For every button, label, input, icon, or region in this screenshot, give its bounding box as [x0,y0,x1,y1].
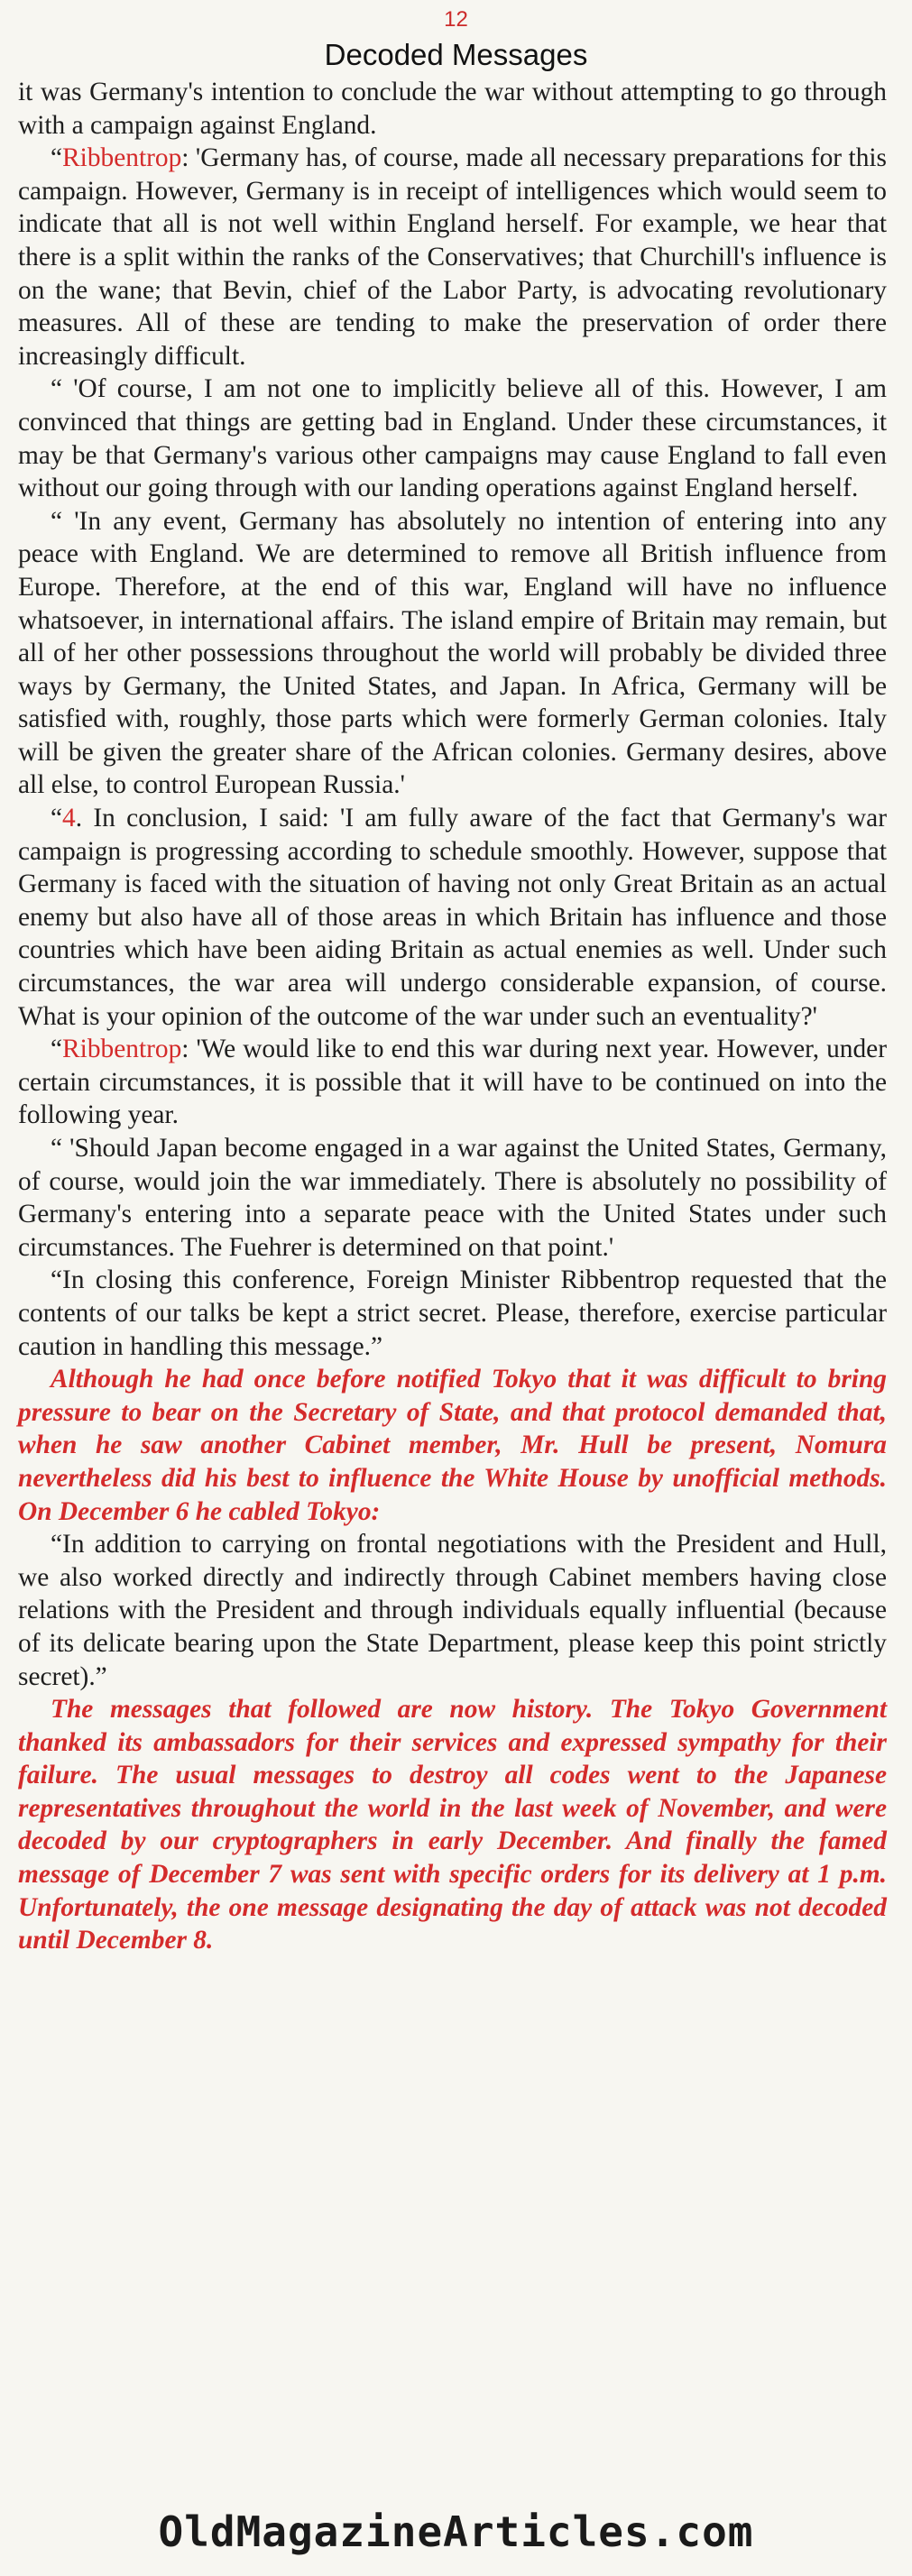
paragraph-4: “ 'In any event, Germany has absolutely no intention of entering into any peace with England. We are determined to remove all British influence from Europe. Therefore, at the end of this war, England will have no influence whatsoever, in international affairs. The island empire of Britain may remain, but all of her other possessions throughout the world will probably be divided three ways by Germany, the United States, and Japan. In Africa, Germany will be satisfied with, roughly, those parts which were formerly German colonies. Italy will be given the greater share of the African colonies. Germany desires, above all else, to control European Russia.' [18,506,887,800]
paragraph-6: “Ribbentrop: 'We would like to end this war during next year. However, under certain circumstances, it is possible that it will have to be continued on into the following year. [18,1035,887,1130]
paragraph-text: : 'Germany has, of course, made all necessary preparations for this campaign. However, Germany is in receipt of intelligences which would seem to indicate that all is not well within England herself. For example, we hear that there is a split within the ranks of the Conservatives; that Churchill's influence is on the wane; that Bevin, chief of the Labor Party, is advocating revolutionary measures. All of these are tending to make the preservation of order there increasingly difficult. [18,143,887,371]
paragraph-3: “ 'Of course, I am not one to implicitly believe all of this. However, I am convinced that things are getting bad in England. Under these circumstances, it may be that Germany's various other campaigns may cause England to fall even without our going through with our landing operations against England herself. [18,374,887,503]
running-title: Decoded Messages [324,38,588,71]
paragraph-8: “In closing this conference, Foreign Minister Ribbentrop requested that the contents of our talks be kept a strict secret. Please, therefore, exercise particular caution in handling this message.” [18,1265,887,1361]
paragraph-9: “In addition to carrying on frontal negotiations with the President and Hull, we also worked directly and indirectly through Cabinet members having close relations with the President and through individuals equally influential (because of its delicate bearing upon the State Department, please keep this point strictly secret).” [18,1530,887,1691]
page-number: 12 [444,7,468,32]
section-number: 4 [62,804,76,833]
editorial-note-2: The messages that followed are now history. The Tokyo Government thanked its ambassadors for their services and expressed sympathy for their failure. The usual messages to destroy all codes went to the Japanese representatives throughout the world in the last week of November, and were decoded by our cryptographers in early December. And finally the famed message of December 7 was sent with specific orders for its delivery at 1 p.m. Unfortunately, the one message designating the day of attack was not decoded until December 8. [18,1695,887,1955]
paragraph-1: it was Germany's intention to conclude the war without attempting to go through with a campaign against England. [18,78,887,140]
article-body [18,76,887,1957]
speaker-name: Ribbentrop [62,1035,182,1064]
paragraph-7: “ 'Should Japan become engaged in a war against the United States, Germany, of course, would join the war immediately. There is absolutely no possibility of Germany's entering into a separate peace with the United States under such circumstances. The Fuehrer is determined on that point.' [18,1134,887,1262]
paragraph-text: . In conclusion, I said: 'I am fully aware of the fact that Germany's war campaign is progressing according to schedule smoothly. However, suppose that Germany is faced with the situation of having not only Great Britain as an actual enemy but also have all of those areas in which Britain has influence and those countries which have been aiding Britain as actual enemies as well. Under such circumstances, the war area will undergo considerable expansion, of course. What is your opinion of the outcome of the war under such an eventuality?' [18,804,887,1031]
paragraph-5: “4. In conclusion, I said: 'I am fully aware of the fact that Germany's war campaign is progressing according to schedule smoothly. However, suppose that Germany is faced with the situation of having not only Great Britain as an actual enemy but also have all of those areas in which Britain has influence and those countries which have been aiding Britain as actual enemies as well. Under such circumstances, the war area will undergo considerable expansion, of course. What is your opinion of the outcome of the war under such an eventuality?' [18,804,887,1031]
paragraph-text: : 'We would like to end this war during next year. However, under certain circumstances, it is possible that it will have to be continued on into the following year. [18,1035,887,1130]
paragraph-2: “Ribbentrop: 'Germany has, of course, made all necessary preparations for this campaign. However, Germany is in receipt of intelligences which would seem to indicate that all is not well within England herself. For example, we hear that there is a split within the ranks of the Conservatives; that Churchill's influence is on the wane; that Bevin, chief of the Labor Party, is advocating revolutionary measures. All of these are tending to make the preservation of order there increasingly difficult. [18,143,887,371]
speaker-name: Ribbentrop [62,143,182,173]
site-watermark: OldMagazineArticles.com [158,2507,754,2556]
editorial-note-1: Although he had once before notified Tokyo that it was difficult to bring pressure to bear on the Secretary of State, and that protocol demanded that, when he saw another Cabinet member, Mr. Hull be present, Nomura nevertheless did his best to influence the White House by unofficial methods. On December 6 he cabled Tokyo: [18,1365,887,1526]
